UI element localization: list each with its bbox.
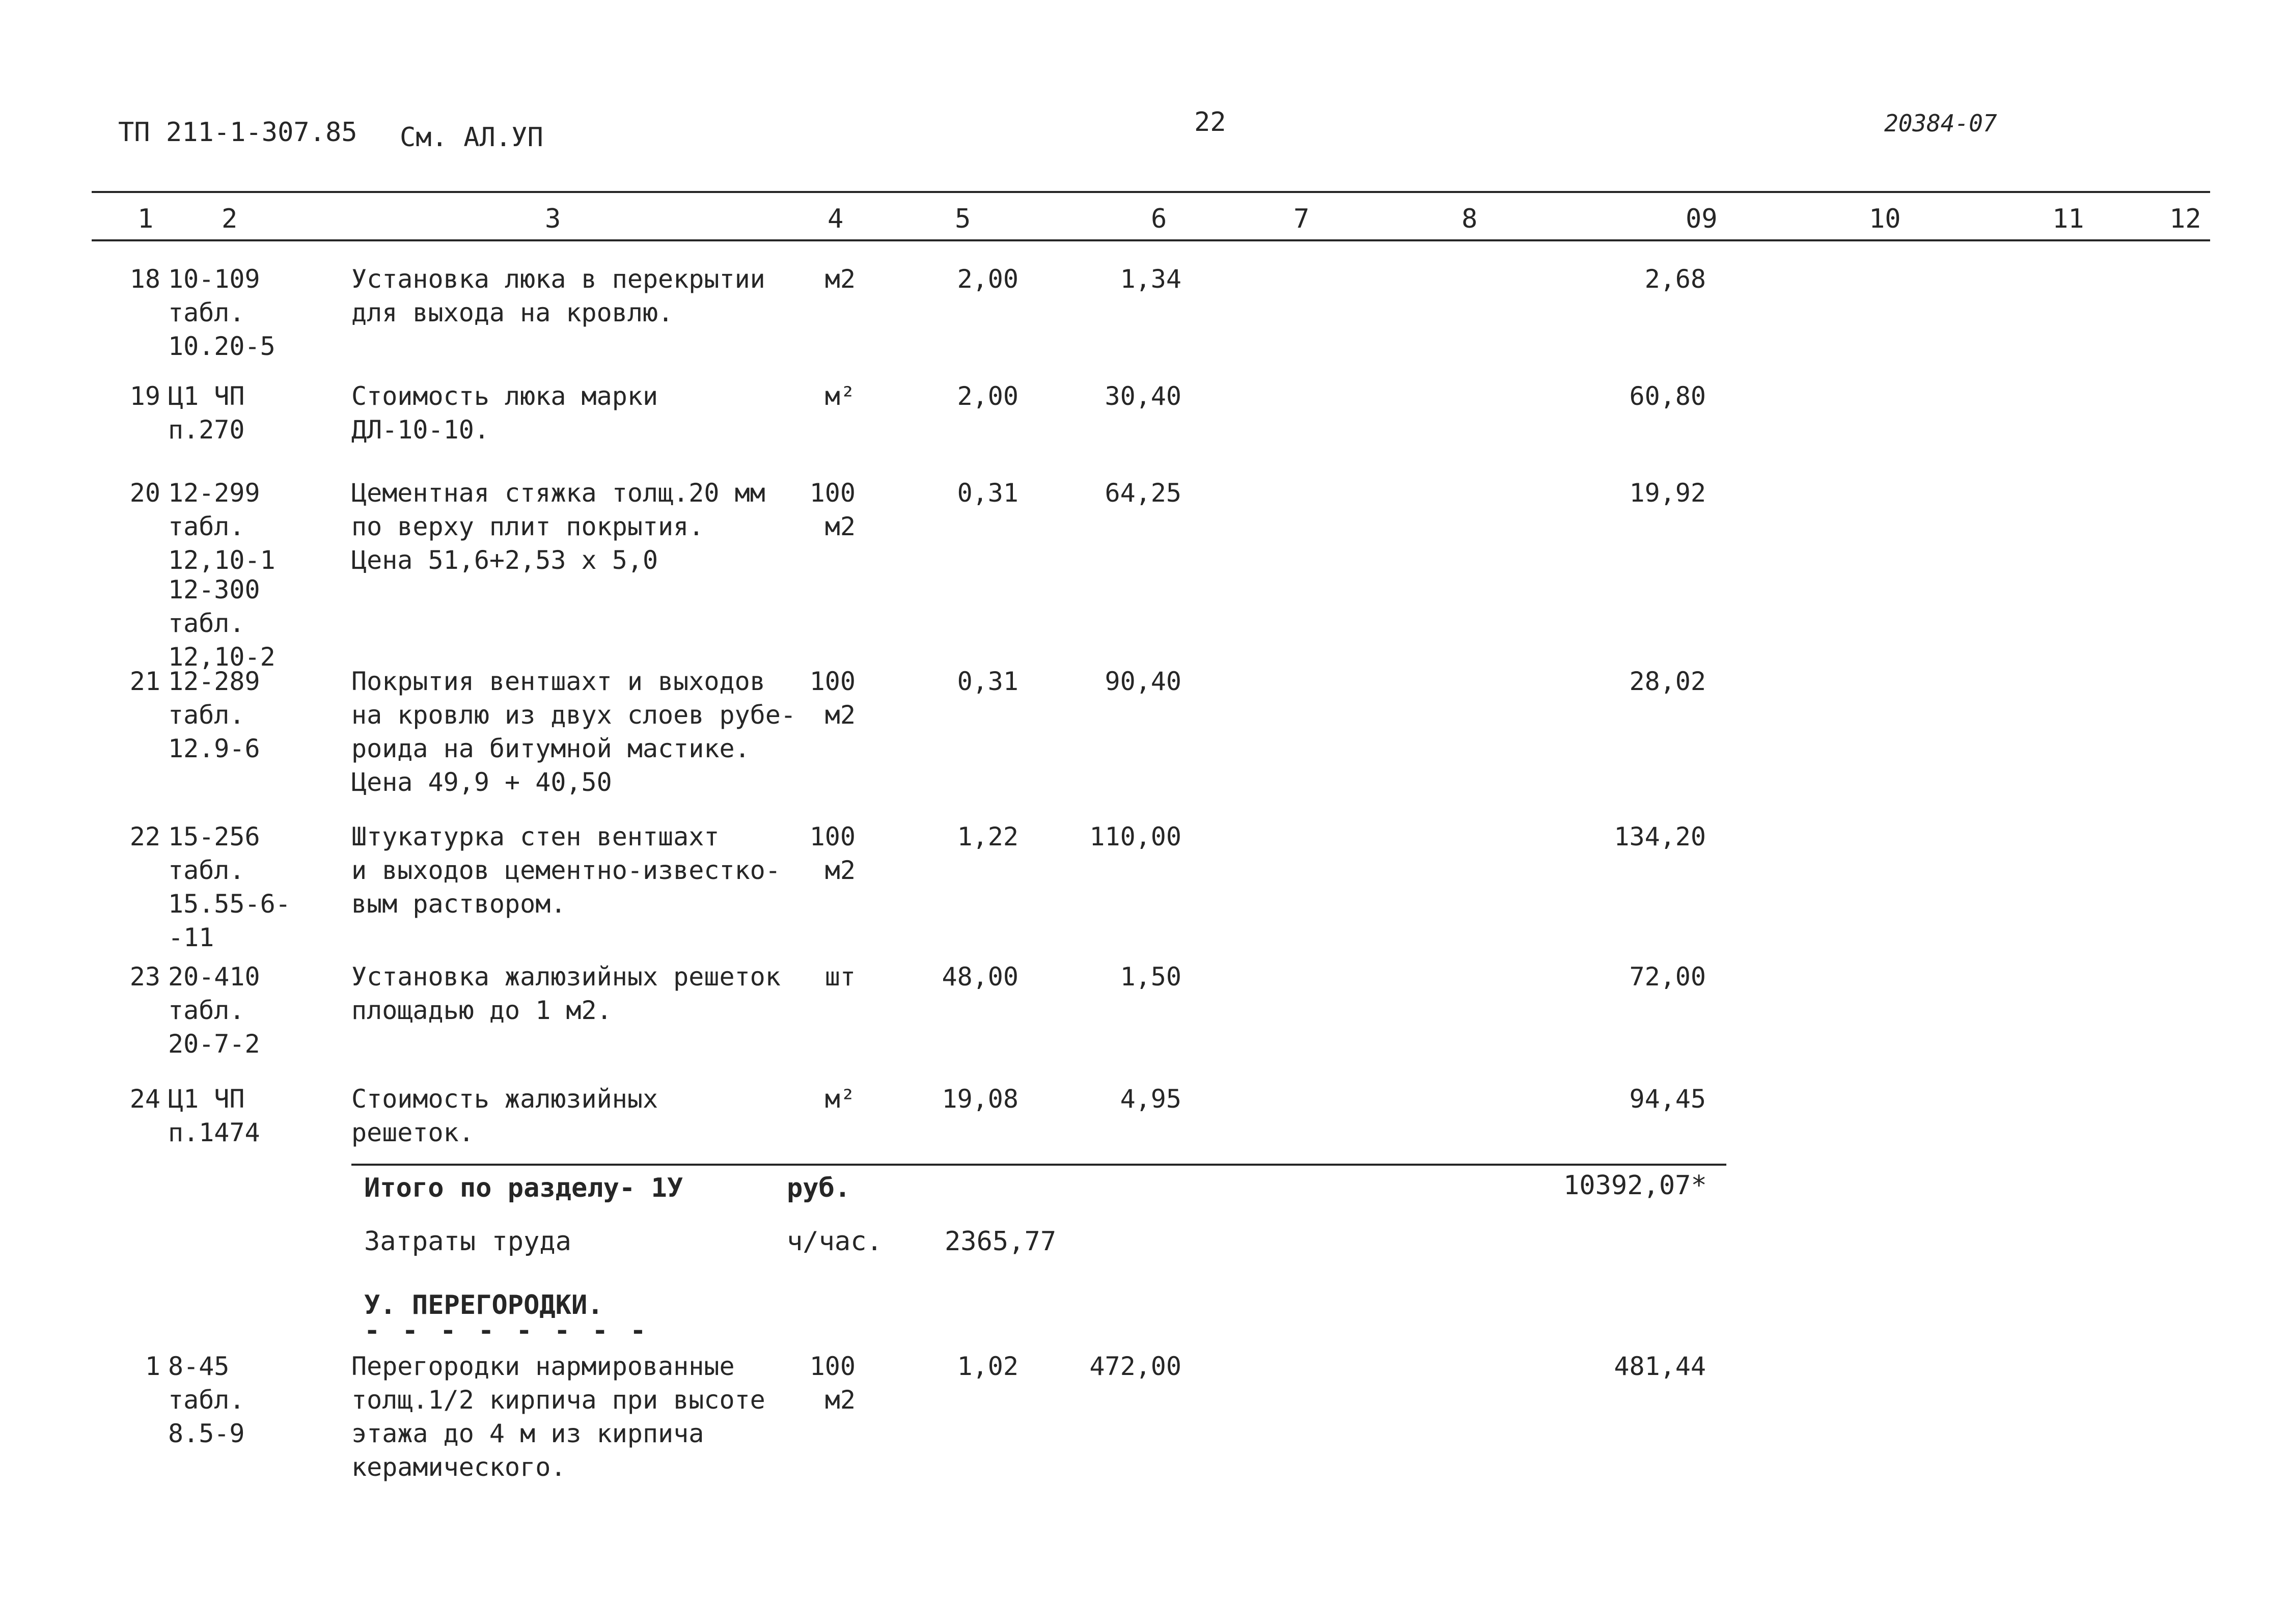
row-total: 72,00 xyxy=(1629,962,1706,992)
summary-rule xyxy=(351,1164,1726,1166)
row-unit-price: 30,40 xyxy=(1105,381,1181,411)
row-unit: м² xyxy=(824,1084,856,1114)
labor-cost-value: 2365,77 xyxy=(945,1226,1057,1257)
row-code: 10-109 табл. 10.20-5 xyxy=(168,264,276,361)
row-code-secondary: 12-300 табл. 12,10-2 xyxy=(168,575,276,672)
page-number: 22 xyxy=(1194,107,1226,137)
row-number: 19 xyxy=(129,381,160,411)
row-total: 481,44 xyxy=(1614,1352,1706,1381)
row-description: Цементная стяжка толщ.20 мм по верху плит покрытия. Цена 51,6+2,53 х 5,0 xyxy=(351,478,765,575)
row-code: Ц1 ЧП п.270 xyxy=(168,381,245,445)
row-number: 23 xyxy=(129,962,160,992)
row-total: 94,45 xyxy=(1629,1084,1706,1114)
row-unit-price: 1,50 xyxy=(1120,962,1181,992)
column-number: 09 xyxy=(1686,204,1718,234)
row-unit: 100 м2 xyxy=(809,822,856,885)
labor-cost-label: Затраты труда xyxy=(364,1226,571,1257)
row-unit: шт xyxy=(824,962,856,992)
row-code: 15-256 табл. 15.55-6- -11 xyxy=(168,822,291,952)
header-top-rule xyxy=(92,191,2210,193)
row-unit: 100 м2 xyxy=(809,478,856,541)
row-quantity: 1,02 xyxy=(957,1352,1018,1381)
row-unit-price: 110,00 xyxy=(1089,822,1181,851)
document-code: ТП 211-1-307.85 xyxy=(118,117,357,148)
row-total: 60,80 xyxy=(1629,381,1706,411)
row-quantity: 0,31 xyxy=(957,478,1018,508)
column-number: 11 xyxy=(2052,204,2084,234)
row-description: Установка люка в перекрытии для выхода на кровлю. xyxy=(351,264,765,327)
row-number: 22 xyxy=(129,822,160,851)
column-number: 3 xyxy=(545,204,561,234)
column-number: 5 xyxy=(955,204,971,234)
row-total: 134,20 xyxy=(1614,822,1706,851)
row-number: 1 xyxy=(145,1352,160,1381)
row-total: 19,92 xyxy=(1629,478,1706,508)
row-code: Ц1 ЧП п.1474 xyxy=(168,1084,260,1147)
row-unit: 100 м2 xyxy=(809,667,856,730)
row-description: Стоимость люка марки ДЛ-10-10. xyxy=(351,381,658,445)
header-bottom-rule xyxy=(92,239,2210,241)
row-code: 12-299 табл. 12,10-1 xyxy=(168,478,276,575)
archive-number: 20384-07 xyxy=(1884,109,1997,137)
labor-cost-unit: ч/час. xyxy=(787,1226,883,1257)
row-total: 28,02 xyxy=(1629,667,1706,696)
row-description: Стоимость жалюзийных решеток. xyxy=(351,1084,658,1147)
row-quantity: 2,00 xyxy=(957,264,1018,294)
row-code: 8-45 табл. 8.5-9 xyxy=(168,1352,245,1448)
column-number: 6 xyxy=(1151,204,1167,234)
section-title-underline: - - - - - - - - xyxy=(364,1315,649,1346)
row-description: Покрытия вентшахт и выходов на кровлю из двух слоев рубе- роида на битумной мастике. Цена 49,9 + 40,50 xyxy=(351,667,796,797)
row-number: 18 xyxy=(129,264,160,294)
section-total-label: Итого по разделу- 1У xyxy=(364,1173,683,1203)
row-unit-price: 1,34 xyxy=(1120,264,1181,294)
row-total: 2,68 xyxy=(1644,264,1706,294)
row-unit: м² xyxy=(824,381,856,411)
section-title: У. ПЕРЕГОРОДКИ. xyxy=(364,1290,603,1320)
row-unit-price: 4,95 xyxy=(1120,1084,1181,1114)
row-unit-price: 472,00 xyxy=(1089,1352,1181,1381)
section-total-value: 10392,07* xyxy=(1563,1170,1707,1201)
column-number: 1 xyxy=(137,204,154,234)
row-number: 24 xyxy=(129,1084,160,1114)
column-number: 10 xyxy=(1869,204,1901,234)
column-number: 12 xyxy=(2169,204,2201,234)
row-code: 12-289 табл. 12.9-6 xyxy=(168,667,260,763)
row-quantity: 1,22 xyxy=(957,822,1018,851)
row-description: Штукатурка стен вентшахт и выходов цементно-известко- вым раствором. xyxy=(351,822,781,919)
row-unit: 100 м2 xyxy=(809,1352,856,1415)
row-quantity: 2,00 xyxy=(957,381,1018,411)
column-number: 8 xyxy=(1462,204,1478,234)
row-number: 20 xyxy=(129,478,160,508)
column-number: 2 xyxy=(222,204,238,234)
row-unit-price: 90,40 xyxy=(1105,667,1181,696)
section-total-unit: руб. xyxy=(787,1173,851,1203)
row-description: Установка жалюзийных решеток площадью до 1 м2. xyxy=(351,962,781,1025)
row-quantity: 48,00 xyxy=(942,962,1018,992)
row-quantity: 19,08 xyxy=(942,1084,1018,1114)
row-description: Перегородки нармированные толщ.1/2 кирпича при высоте этажа до 4 м из кирпича керамического. xyxy=(351,1352,765,1482)
reference-label: См. АЛ.УП xyxy=(400,122,543,153)
row-quantity: 0,31 xyxy=(957,667,1018,696)
row-unit: м2 xyxy=(824,264,856,294)
column-number: 7 xyxy=(1293,204,1310,234)
row-unit-price: 64,25 xyxy=(1105,478,1181,508)
row-code: 20-410 табл. 20-7-2 xyxy=(168,962,260,1059)
row-number: 21 xyxy=(129,667,160,696)
column-number: 4 xyxy=(828,204,844,234)
